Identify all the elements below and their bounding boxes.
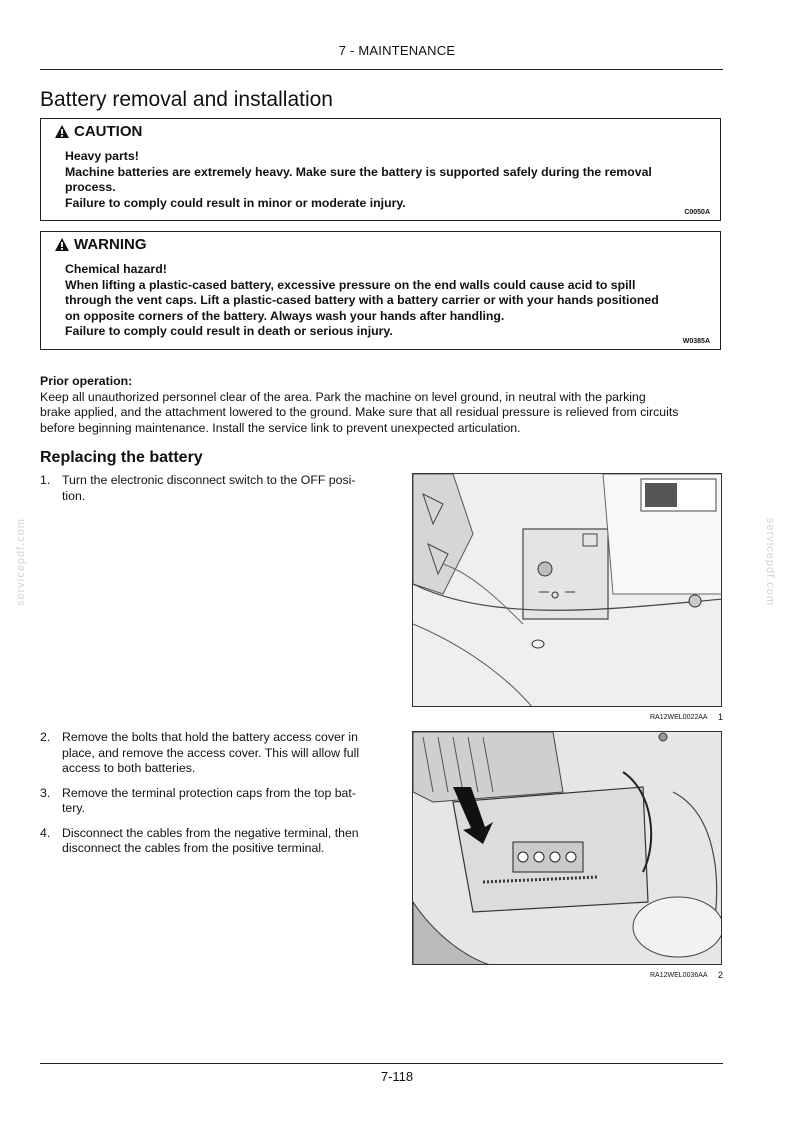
footer-rule: [40, 1063, 723, 1064]
step-line: access to both batteries.: [62, 761, 196, 775]
page-title: Battery removal and installation: [40, 88, 333, 111]
warning-line: through the vent caps. Lift a plastic-cased battery with a battery carrier or with your hands positioned: [65, 293, 659, 307]
step-text: [62, 786, 356, 817]
prior-operation-line: before beginning maintenance. Install the service link to prevent unexpected articulation.: [40, 420, 521, 435]
steps-group-2: [40, 730, 385, 866]
warning-line: Chemical hazard!: [65, 262, 167, 276]
step-line: Remove the bolts that hold the battery access cover in: [62, 730, 358, 744]
step-line: Turn the electronic disconnect switch to the OFF posi-: [62, 473, 356, 487]
step-number: 4.: [40, 825, 51, 840]
watermark-right: servicepdf.com: [764, 518, 776, 606]
header-rule: [40, 69, 723, 70]
step-item: [40, 826, 385, 857]
prior-operation-line: Keep all unauthorized personnel clear of the area. Park the machine on level ground, in neutral with the parking: [40, 389, 646, 404]
prior-operation-line: brake applied, and the attachment lowered to the ground. Make sure that all residual pressure is relieved from circuits: [40, 405, 679, 419]
warning-triangle-icon: [54, 237, 70, 252]
caution-label: CAUTION: [74, 123, 143, 140]
disconnect-switch-illustration: [413, 474, 722, 707]
step-item: [40, 473, 385, 504]
warning-text: [65, 262, 700, 340]
step-line: Remove the terminal protection caps from the top bat-: [62, 785, 356, 800]
warning-line: When lifting a plastic-cased battery, excessive pressure on the end walls could cause acid to spill: [65, 277, 636, 292]
step-line: disconnect the cables from the positive terminal.: [62, 841, 325, 855]
step-line: tery.: [62, 801, 86, 815]
figure-2-caption: RA12WEL0036AA: [650, 972, 708, 979]
step-number: 3.: [40, 785, 51, 800]
page-number: 7-118: [380, 1069, 414, 1084]
step-number: 2.: [40, 730, 51, 744]
step-text: [62, 473, 355, 504]
step-number: 1.: [40, 473, 51, 487]
warning-line: Failure to comply could result in death or serious injury.: [65, 324, 393, 338]
caution-header: [54, 123, 142, 140]
caution-box: [40, 118, 721, 221]
prior-operation: [40, 374, 723, 436]
caution-line: Failure to comply could result in minor or moderate injury.: [65, 195, 406, 210]
caution-line: Machine batteries are extremely heavy. Make sure the battery is supported safely during the removal: [65, 164, 652, 179]
step-text: [62, 730, 359, 777]
warning-header: [54, 236, 147, 253]
caution-code: C0050A: [684, 209, 710, 216]
caution-line: process.: [65, 180, 116, 194]
prior-operation-label: Prior operation:: [40, 374, 133, 388]
step-line: place, and remove the access cover. This will allow full: [62, 745, 360, 760]
warning-code: W0385A: [682, 338, 710, 345]
step-line: Disconnect the cables from the negative terminal, then: [62, 825, 359, 840]
watermark-left: servicepdf.com: [15, 518, 27, 606]
battery-compartment-illustration: [413, 732, 722, 965]
figure-2-number: 2: [718, 970, 724, 980]
step-item: [40, 730, 385, 777]
figure-1-caption: RA12WEL0022AA: [650, 714, 708, 721]
subsection-title: Replacing the battery: [40, 449, 203, 466]
figure-2-image: [412, 731, 722, 965]
steps-group-1: [40, 473, 385, 513]
warning-label: WARNING: [74, 236, 147, 253]
warning-line: on opposite corners of the battery. Always wash your hands after handling.: [65, 308, 505, 323]
caution-text: [65, 149, 700, 211]
caution-line: Heavy parts!: [65, 149, 139, 163]
step-item: [40, 786, 385, 817]
figure-1-image: [412, 473, 722, 707]
warning-box: [40, 231, 721, 350]
warning-triangle-icon: [54, 124, 70, 139]
step-line: tion.: [62, 488, 86, 503]
step-text: [62, 826, 359, 857]
page-header: 7 - MAINTENANCE: [338, 43, 456, 58]
figure-1-number: 1: [718, 712, 724, 722]
